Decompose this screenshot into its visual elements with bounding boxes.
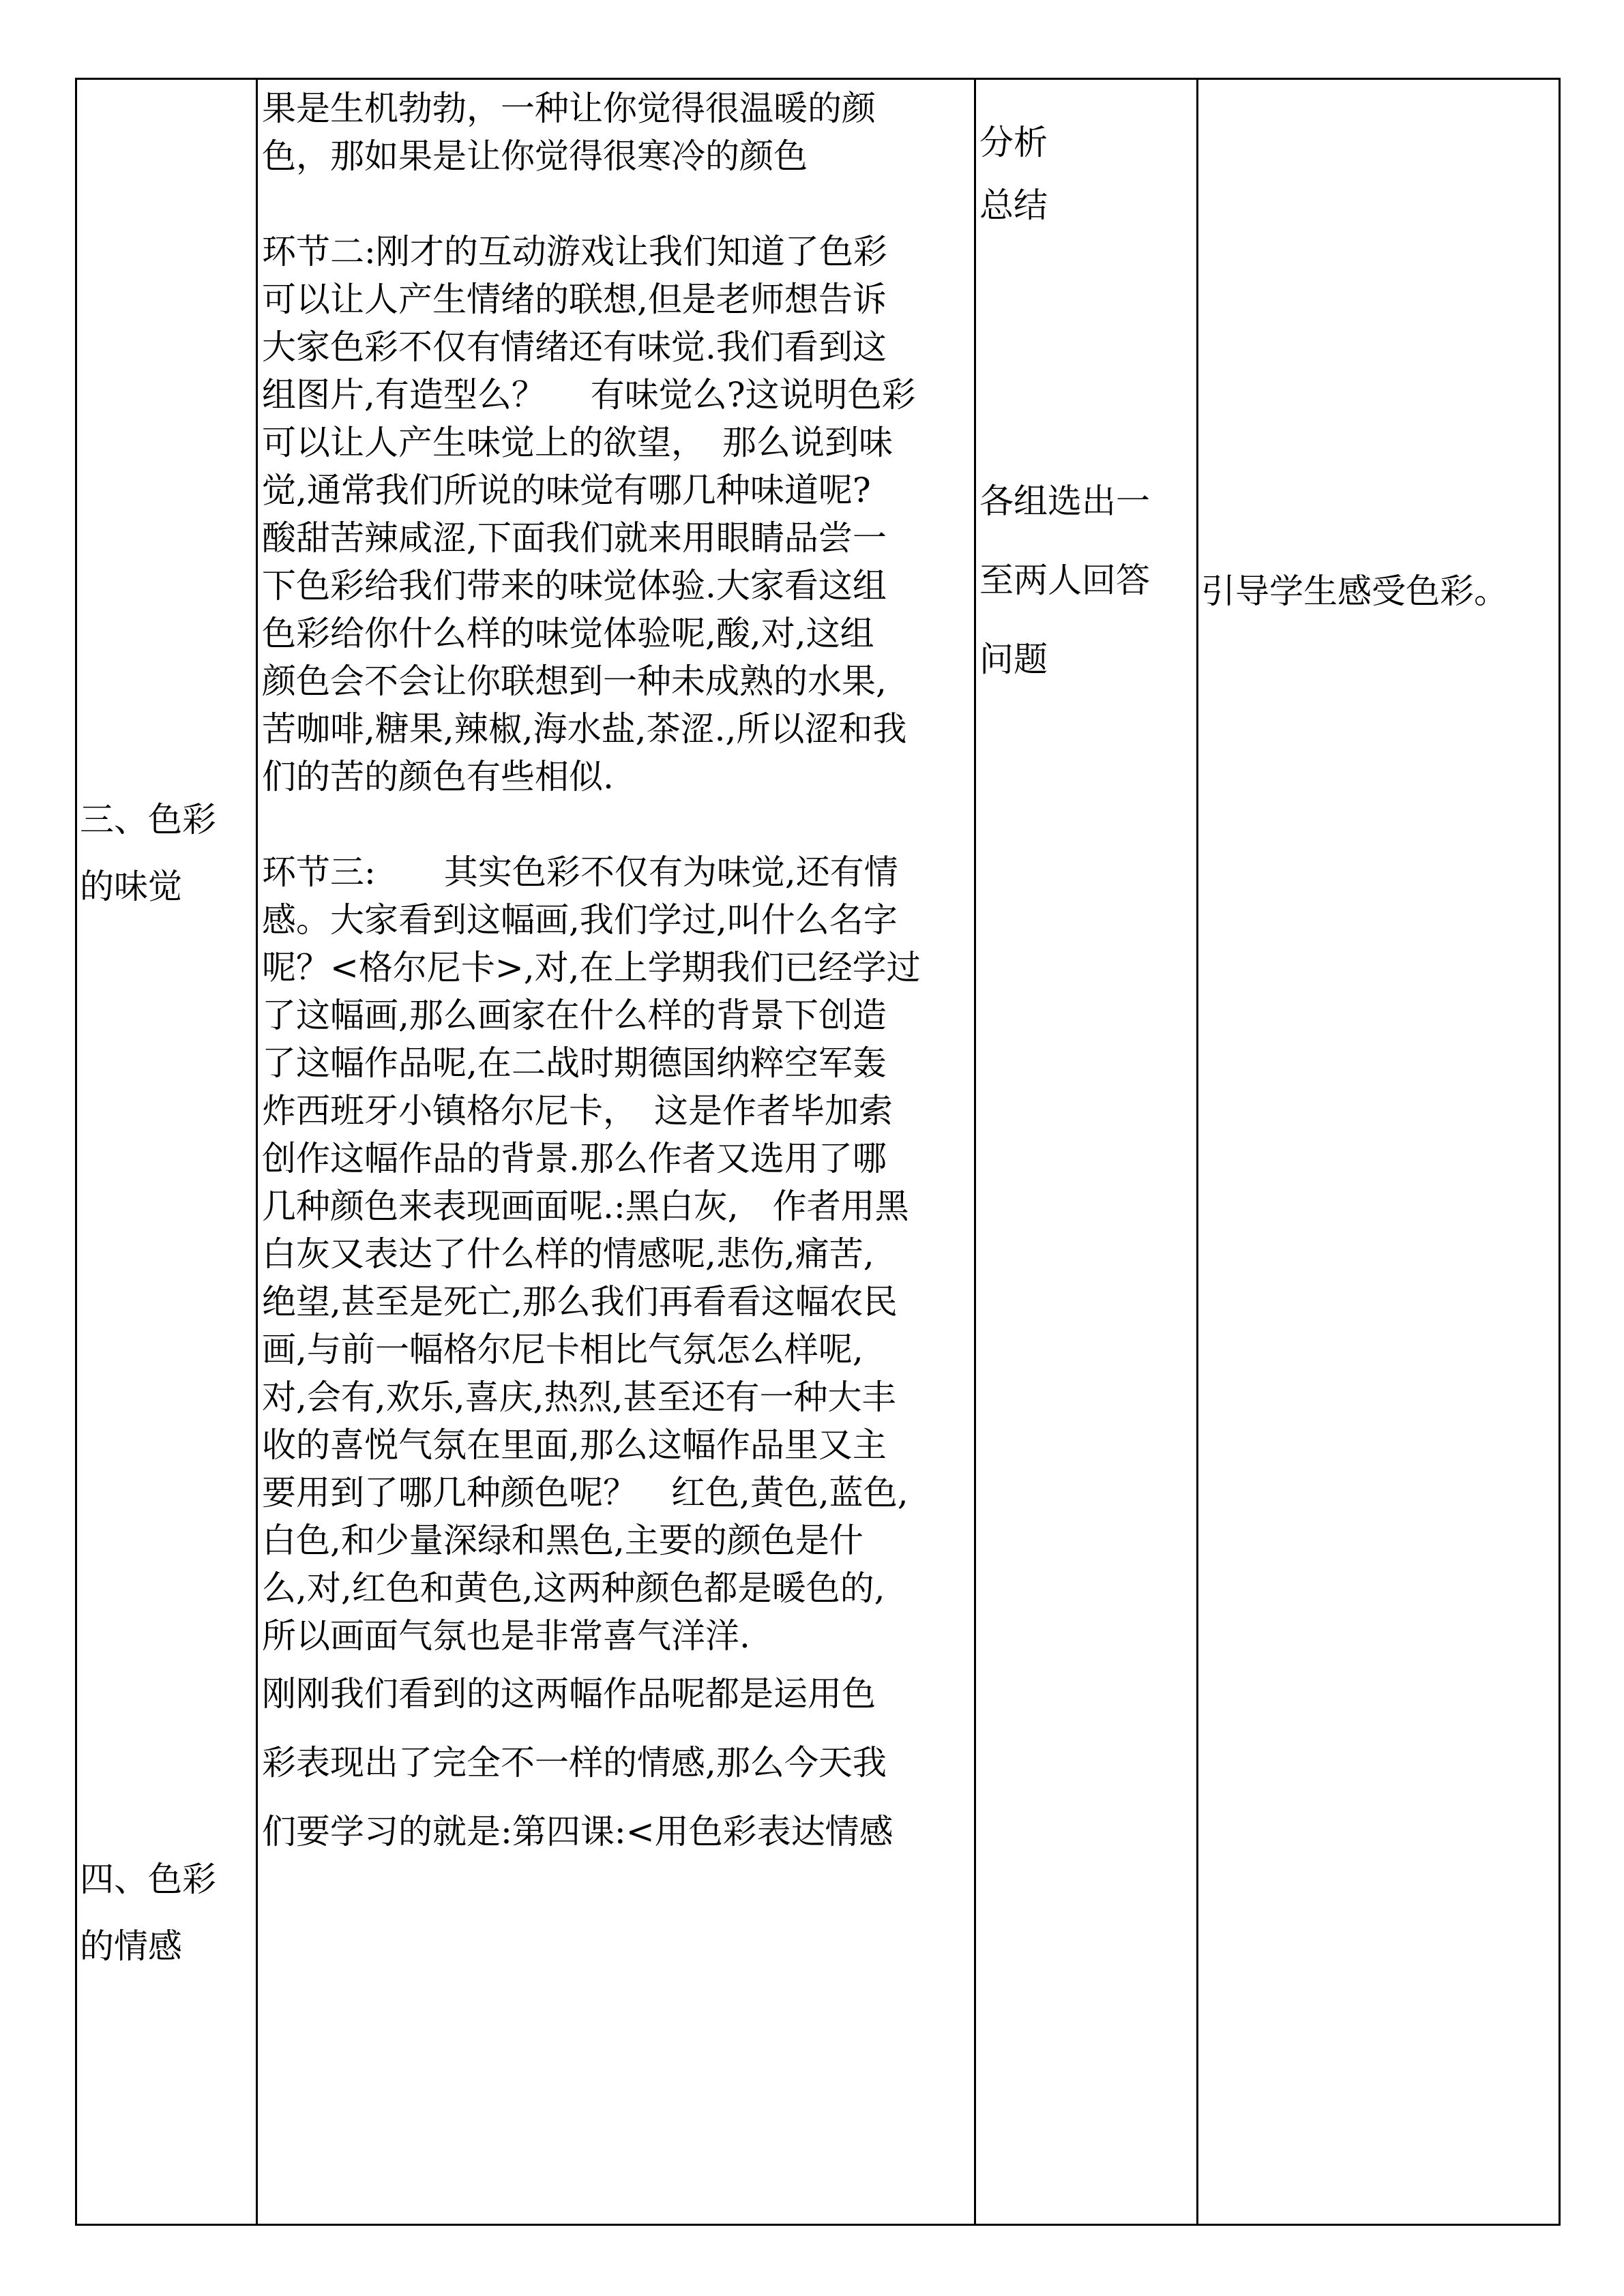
section-label-line: 的情感 xyxy=(80,1926,182,1966)
activity-line: 至两人回答 xyxy=(979,561,1150,600)
text-line: 苦咖啡,糖果,辣椒,海水盐,茶涩.,所以涩和我 xyxy=(262,709,907,749)
activity-line: 总结 xyxy=(979,185,1048,225)
text-line: 几种颜色来表现画面呢.:黑白灰, 作者用黑 xyxy=(262,1187,909,1226)
text-line: 色，那如果是让你觉得很寒冷的颜色 xyxy=(262,136,808,176)
text-line: 彩表现出了完全不一样的情感,那么今天我 xyxy=(262,1743,887,1783)
lesson-table xyxy=(75,78,1561,2226)
text-line: 觉,通常我们所说的味觉有哪几种味道呢? xyxy=(262,471,871,510)
paragraph-segment-three xyxy=(262,848,971,1660)
paragraph-intro xyxy=(262,85,971,180)
text-line: 白色,和少量深绿和黑色,主要的颜色是什 xyxy=(262,1521,863,1560)
text-line: 果是生机勃勃，一种让你觉得很温暖的颜 xyxy=(262,89,876,128)
activity-line: 分析 xyxy=(979,123,1048,162)
text-line: 所以画面气氛也是非常喜气洋洋. xyxy=(262,1616,750,1656)
text-line: 绝望,甚至是死亡,那么我们再看看这幅农民 xyxy=(262,1282,898,1322)
column-divider-1 xyxy=(256,80,258,2224)
text-line: 创作这幅作品的背景.那么作者又选用了哪 xyxy=(262,1139,887,1178)
text-line: 了这幅作品呢,在二战时期德国纳粹空军轰 xyxy=(262,1043,887,1083)
text-line: 大家色彩不仅有情绪还有味觉.我们看到这 xyxy=(262,327,887,367)
section-label-taste xyxy=(77,786,216,920)
text-line: 要用到了哪几种颜色呢？ 红色,黄色,蓝色, xyxy=(262,1473,909,1512)
text-line: 颜色会不会让你联想到一种未成熟的水果, xyxy=(262,661,887,701)
text-line: 可以让人产生情绪的联想,但是老师想告诉 xyxy=(262,280,887,319)
text-line: 色彩给你什么样的味觉体验呢,酸,对,这组 xyxy=(262,614,874,653)
text-line: 呢？<格尔尼卡>,对,在上学期我们已经学过 xyxy=(262,948,921,987)
paragraph-conclusion xyxy=(262,1660,971,1866)
text-line: 么,对,红色和黄色,这两种颜色都是暖色的, xyxy=(262,1568,885,1608)
text-line: 们要学习的就是:第四课:<用色彩表达情感 xyxy=(262,1812,894,1851)
activity-line: 问题 xyxy=(979,640,1048,679)
activity-line: 各组选出一 xyxy=(979,481,1150,521)
student-activity-middle xyxy=(979,462,1194,699)
text-line: 画,与前一幅格尔尼卡相比气氛怎么样呢, xyxy=(262,1330,863,1369)
text-line: 炸西班牙小镇格尔尼卡， 这是作者毕加索 xyxy=(262,1091,893,1131)
section-label-line: 三、色彩 xyxy=(80,800,216,839)
text-line: 组图片,有造型么？ 有味觉么?这说明色彩 xyxy=(262,375,916,415)
design-intent: 引导学生感受色彩。 xyxy=(1201,571,1508,611)
text-line: 感。大家看到这幅画,我们学过,叫什么名字 xyxy=(262,900,898,940)
text-line: 下色彩给我们带来的味觉体验.大家看这组 xyxy=(262,566,887,606)
column-divider-3 xyxy=(1196,80,1198,2224)
teaching-content xyxy=(262,85,971,1866)
text-line: 对,会有,欢乐,喜庆,热烈,甚至还有一种大丰 xyxy=(262,1377,896,1417)
section-label-emotion xyxy=(77,1846,216,1980)
section-label-line: 四、色彩 xyxy=(80,1860,216,1899)
paragraph-segment-two xyxy=(262,228,971,801)
text-line: 酸甜苦辣咸涩,下面我们就来用眼睛品尝一 xyxy=(262,518,887,558)
text-line: 们的苦的颜色有些相似. xyxy=(262,757,614,796)
text-line: 白灰又表达了什么样的情感呢,悲伤,痛苦, xyxy=(262,1234,874,1274)
text-line: 可以让人产生味觉上的欲望， 那么说到味 xyxy=(262,423,893,462)
text-line: 了这幅画,那么画家在什么样的背景下创造 xyxy=(262,996,887,1035)
student-activity-top xyxy=(979,100,1194,226)
section-label-line: 的味觉 xyxy=(80,867,182,906)
text-line: 环节二:刚才的互动游戏让我们知道了色彩 xyxy=(262,232,887,271)
column-divider-2 xyxy=(974,80,976,2224)
text-line: 刚刚我们看到的这两幅作品呢都是运用色 xyxy=(262,1674,876,1714)
text-line: 收的喜悦气氛在里面,那么这幅作品里又主 xyxy=(262,1425,887,1465)
text-line: 环节三: 其实色彩不仅有为味觉,还有情 xyxy=(262,852,898,892)
